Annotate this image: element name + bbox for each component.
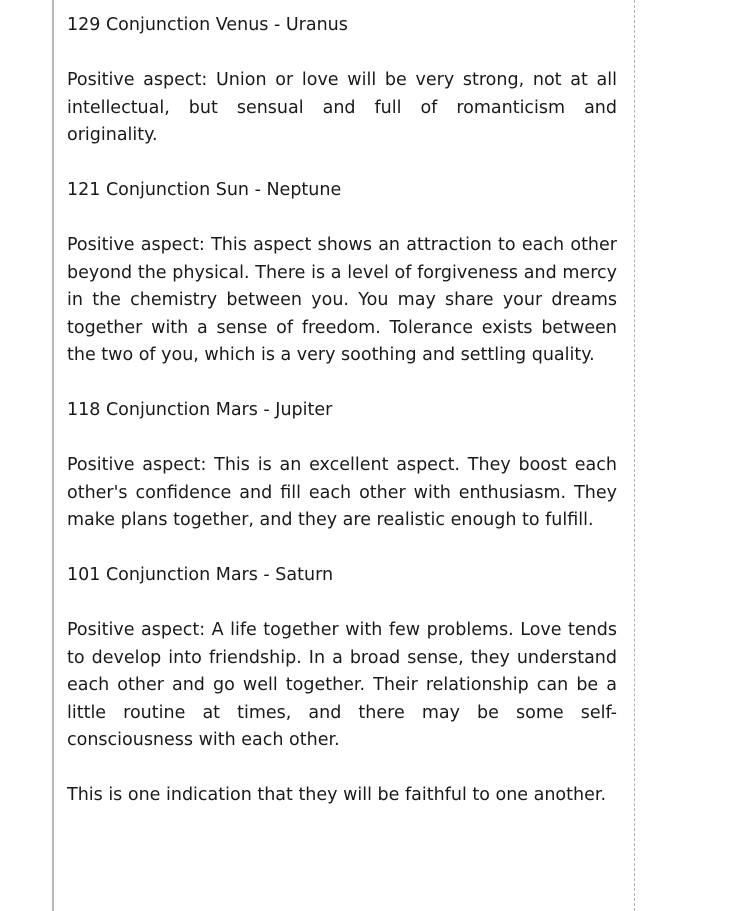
aspect-heading: 129 Conjunction Venus - Uranus — [67, 15, 348, 35]
aspect-heading: 121 Conjunction Sun - Neptune — [67, 180, 342, 200]
aspect-paragraph: Positive aspect: Union or love will be very strong, not at all intellectual, but sensual and full of romanticism and originality. — [67, 70, 617, 145]
aspect-heading: 118 Conjunction Mars - Jupiter — [67, 400, 333, 420]
aspect-section-venus-uranus — [67, 12, 617, 150]
aspect-paragraph: This is one indication that they will be faithful to one another. — [67, 785, 607, 805]
aspect-heading: 101 Conjunction Mars - Saturn — [67, 565, 334, 585]
aspect-paragraph: Positive aspect: A life together with few problems. Love tends to develop into friendship. In a broad sense, they understand each other and go well together. Their relationship can be a little routine at times, and there may be some self-consciousness with each other. — [67, 620, 617, 750]
document-body — [67, 12, 617, 837]
aspect-paragraph: Positive aspect: This aspect shows an attraction to each other beyond the physical. There is a level of forgiveness and mercy in the chemistry between you. You may share your dreams together with a sense of freedom. Tolerance exists between the two of you, which is a very soothing and settling quality. — [67, 235, 617, 365]
aspect-section-mars-jupiter — [67, 397, 617, 535]
right-margin-dashed-rule — [634, 0, 635, 911]
aspect-paragraph: Positive aspect: This is an excellent aspect. They boost each other's confidence and fill each other with enthusiasm. They make plans together, and they are realistic enough to fulfill. — [67, 455, 617, 530]
left-margin-rule — [52, 0, 54, 911]
aspect-section-sun-neptune — [67, 177, 617, 370]
aspect-section-mars-saturn — [67, 562, 617, 810]
